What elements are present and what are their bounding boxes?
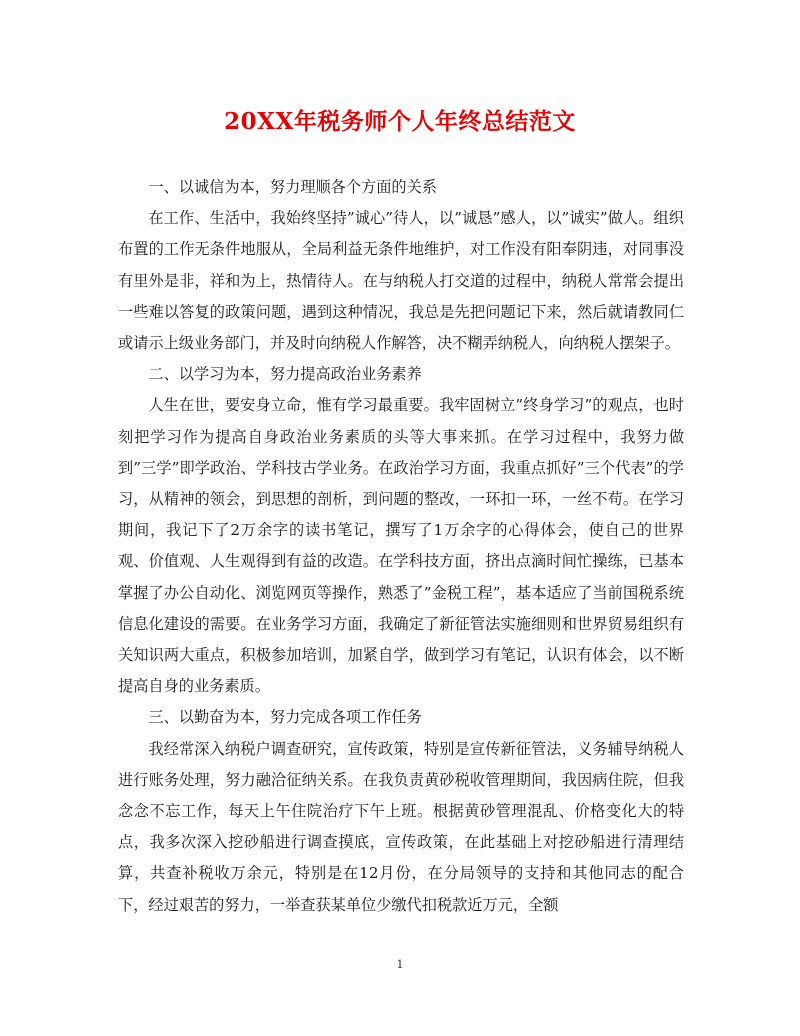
document-title: 20XX年税务师个人年终总结范文 — [224, 108, 576, 135]
section-paragraph-3: 我经常深入纳税户调查研究，宣传政策，特别是宣传新征管法，义务辅导纳税人进行账务处理，努力融洽征纳关系。在我负责黄砂税收管理期间，我因病住院，但我念念不忘工作，每天上午住院治疗下午上班。根据黄砂管理混乱、价格变化大的特点，我多次深入挖砂船进行调查摸底，宣传政策，在此基础上对挖砂船进行清理结算，共查补税收万余元，特别是在12月份，在分局领导的支持和其他同志的配合下，经过艰苦的努力，一举查获某单位少缴代扣税款近万元，全额 — [118, 739, 684, 914]
section-heading-2: 二、以学习为本，努力提高政治业务素养 — [148, 365, 422, 384]
page-number: 1 — [396, 958, 404, 971]
section-paragraph-2: 人生在世，要安身立命，惟有学习最重要。我牢固树立”终身学习”的观点，也时刻把学习作为提高自身政治业务素质的头等大事来抓。在学习过程中，我努力做到”三学”即学政治、学科技古学业务。在政治学习方面，我重点抓好”三个代表”的学习，从精神的领会，到思想的剖析，到问题的整改，一环扣一环，一丝不苟。在学习期间，我记下了2万余字的读书笔记，撰写了1万余字的心得体会，使自己的世界观、价值观、人生观得到有益的改造。在学科技方面，挤出点滴时间忙操练，已基本掌握了办公自动化、浏览网页等操作，熟悉了”金税工程”，基本适应了当前国税系统信息化建设的需要。在业务学习方面，我确定了新征管法实施细则和世界贸易组织有关知识两大重点，积极参加培训，加紧自学，做到学习有笔记，认识有体会，以不断提高自身的业务素质。 — [118, 396, 684, 696]
section-paragraph-1: 在工作、生活中，我始终坚持”诚心”待人，以”诚恳”感人，以”诚实”做人。组织布置的工作无条件地服从，全局利益无条件地维护，对工作没有阳奉阴违，对同事没有里外是非，祥和为上，热情待人。在与纳税人打交道的过程中，纳税人常常会提出一些难以答复的政策问题，遇到这种情况，我总是先把问题记下来，然后就请教同仁或请示上级业务部门，并及时向纳税人作解答，决不糊弄纳税人，向纳税人摆架子。 — [118, 209, 684, 353]
section-heading-1: 一、以诚信为本，努力理顺各个方面的关系 — [148, 178, 437, 196]
section-heading-3: 三、以勤奋为本，努力完成各项工作任务 — [148, 708, 422, 727]
document-body — [118, 172, 684, 921]
